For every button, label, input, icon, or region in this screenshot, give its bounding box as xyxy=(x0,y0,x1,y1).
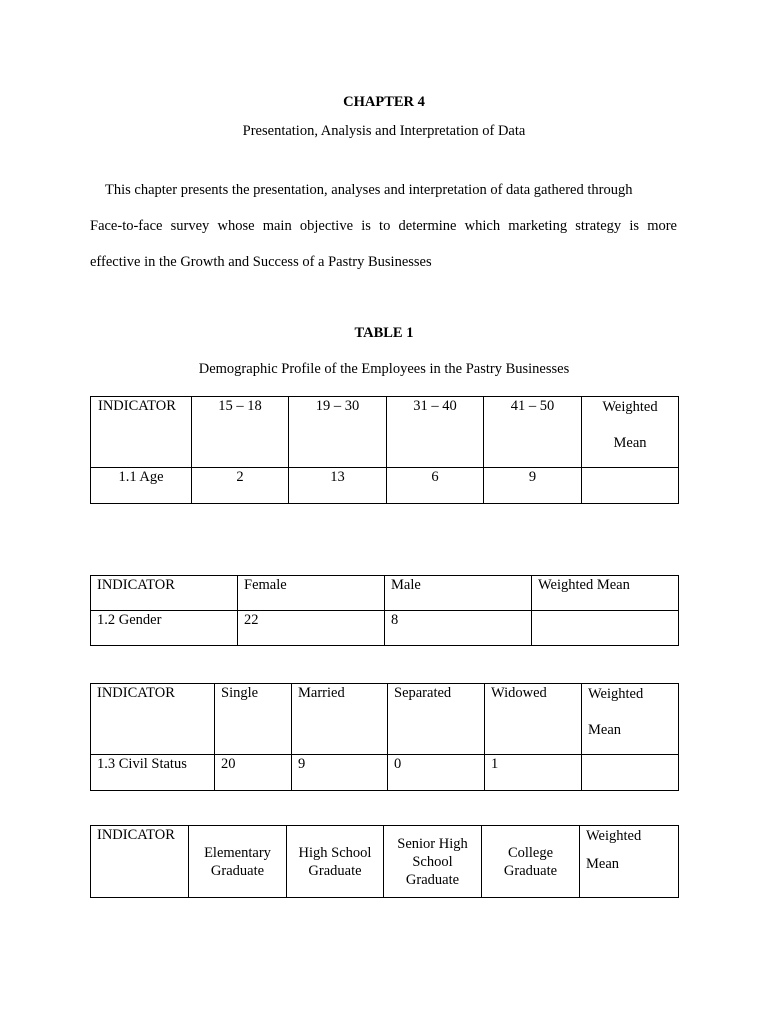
header-line: High School xyxy=(298,844,372,861)
table-title: TABLE 1 xyxy=(354,325,414,341)
intro-line-1: This chapter presents the presentation, analyses and interpretation of data gathered through xyxy=(105,182,633,198)
header-cell-weighted-mean xyxy=(582,684,679,755)
header-cell: 31 – 40 xyxy=(387,397,484,468)
table-cell: 2 xyxy=(192,468,289,504)
table-row xyxy=(91,468,679,504)
table-cell: 1.3 Civil Status xyxy=(91,755,215,791)
table-header-row xyxy=(91,397,679,468)
table-row xyxy=(91,611,679,646)
wm-line-1: Weighted xyxy=(602,399,658,415)
header-cell: Widowed xyxy=(485,684,582,755)
header-cell: Married xyxy=(292,684,388,755)
chapter-subtitle: Presentation, Analysis and Interpretation of Data xyxy=(242,123,526,139)
table-cell: 22 xyxy=(238,611,385,646)
table-cell: 0 xyxy=(388,755,485,791)
header-cell: 15 – 18 xyxy=(192,397,289,468)
header-line: Graduate xyxy=(308,862,362,879)
table-cell: 9 xyxy=(292,755,388,791)
table-cell: 1.2 Gender xyxy=(91,611,238,646)
intro-line-3: effective in the Growth and Success of a Pastry Businesses xyxy=(90,254,432,270)
table-caption: Demographic Profile of the Employees in the Pastry Businesses xyxy=(198,361,570,377)
table-header-row xyxy=(91,826,679,898)
table-row xyxy=(91,755,679,791)
chapter-heading: CHAPTER 4 xyxy=(343,94,425,110)
age-table xyxy=(90,396,679,504)
table-cell: 1.1 Age xyxy=(91,468,192,504)
table-cell: 9 xyxy=(484,468,582,504)
header-line: Graduate xyxy=(405,871,460,888)
header-cell: INDICATOR xyxy=(91,576,238,611)
header-cell: Female xyxy=(238,576,385,611)
header-cell: Separated xyxy=(388,684,485,755)
table-cell: 6 xyxy=(387,468,484,504)
header-cell: 19 – 30 xyxy=(289,397,387,468)
wm-line-2: Mean xyxy=(588,722,622,738)
header-cell-weighted-mean xyxy=(582,397,679,468)
header-cell-college xyxy=(482,826,580,898)
header-cell: Single xyxy=(215,684,292,755)
table-cell: 20 xyxy=(215,755,292,791)
table-cell: 8 xyxy=(385,611,532,646)
header-line: School xyxy=(412,853,453,870)
wm-line-2: Mean xyxy=(613,435,647,451)
civil-status-table xyxy=(90,683,679,791)
header-cell: INDICATOR xyxy=(91,397,192,468)
intro-line-2: Face-to-face survey whose main objective is to determine which marketing strategy is more xyxy=(90,218,677,234)
header-cell: Weighted Mean xyxy=(532,576,679,611)
header-line: Graduate xyxy=(503,862,558,879)
header-cell-weighted-mean xyxy=(580,826,679,898)
header-line: Senior High xyxy=(397,835,468,852)
wm-line-1: Weighted xyxy=(586,828,642,844)
wm-line-2: Mean xyxy=(586,856,620,872)
header-cell: Male xyxy=(385,576,532,611)
header-cell-high-school xyxy=(287,826,384,898)
header-cell-elementary xyxy=(189,826,287,898)
header-cell: 41 – 50 xyxy=(484,397,582,468)
education-table xyxy=(90,825,679,898)
table-header-row xyxy=(91,576,679,611)
header-line: College xyxy=(507,844,554,861)
table-cell: 1 xyxy=(485,755,582,791)
wm-line-1: Weighted xyxy=(588,686,644,702)
table-cell xyxy=(582,755,679,791)
gender-table xyxy=(90,575,679,646)
header-line: Elementary xyxy=(204,844,271,861)
table-cell xyxy=(532,611,679,646)
table-cell: 13 xyxy=(289,468,387,504)
table-cell xyxy=(582,468,679,504)
header-cell: INDICATOR xyxy=(91,826,189,898)
header-cell-senior-high xyxy=(384,826,482,898)
header-cell: INDICATOR xyxy=(91,684,215,755)
table-header-row xyxy=(91,684,679,755)
header-line: Graduate xyxy=(210,862,265,879)
